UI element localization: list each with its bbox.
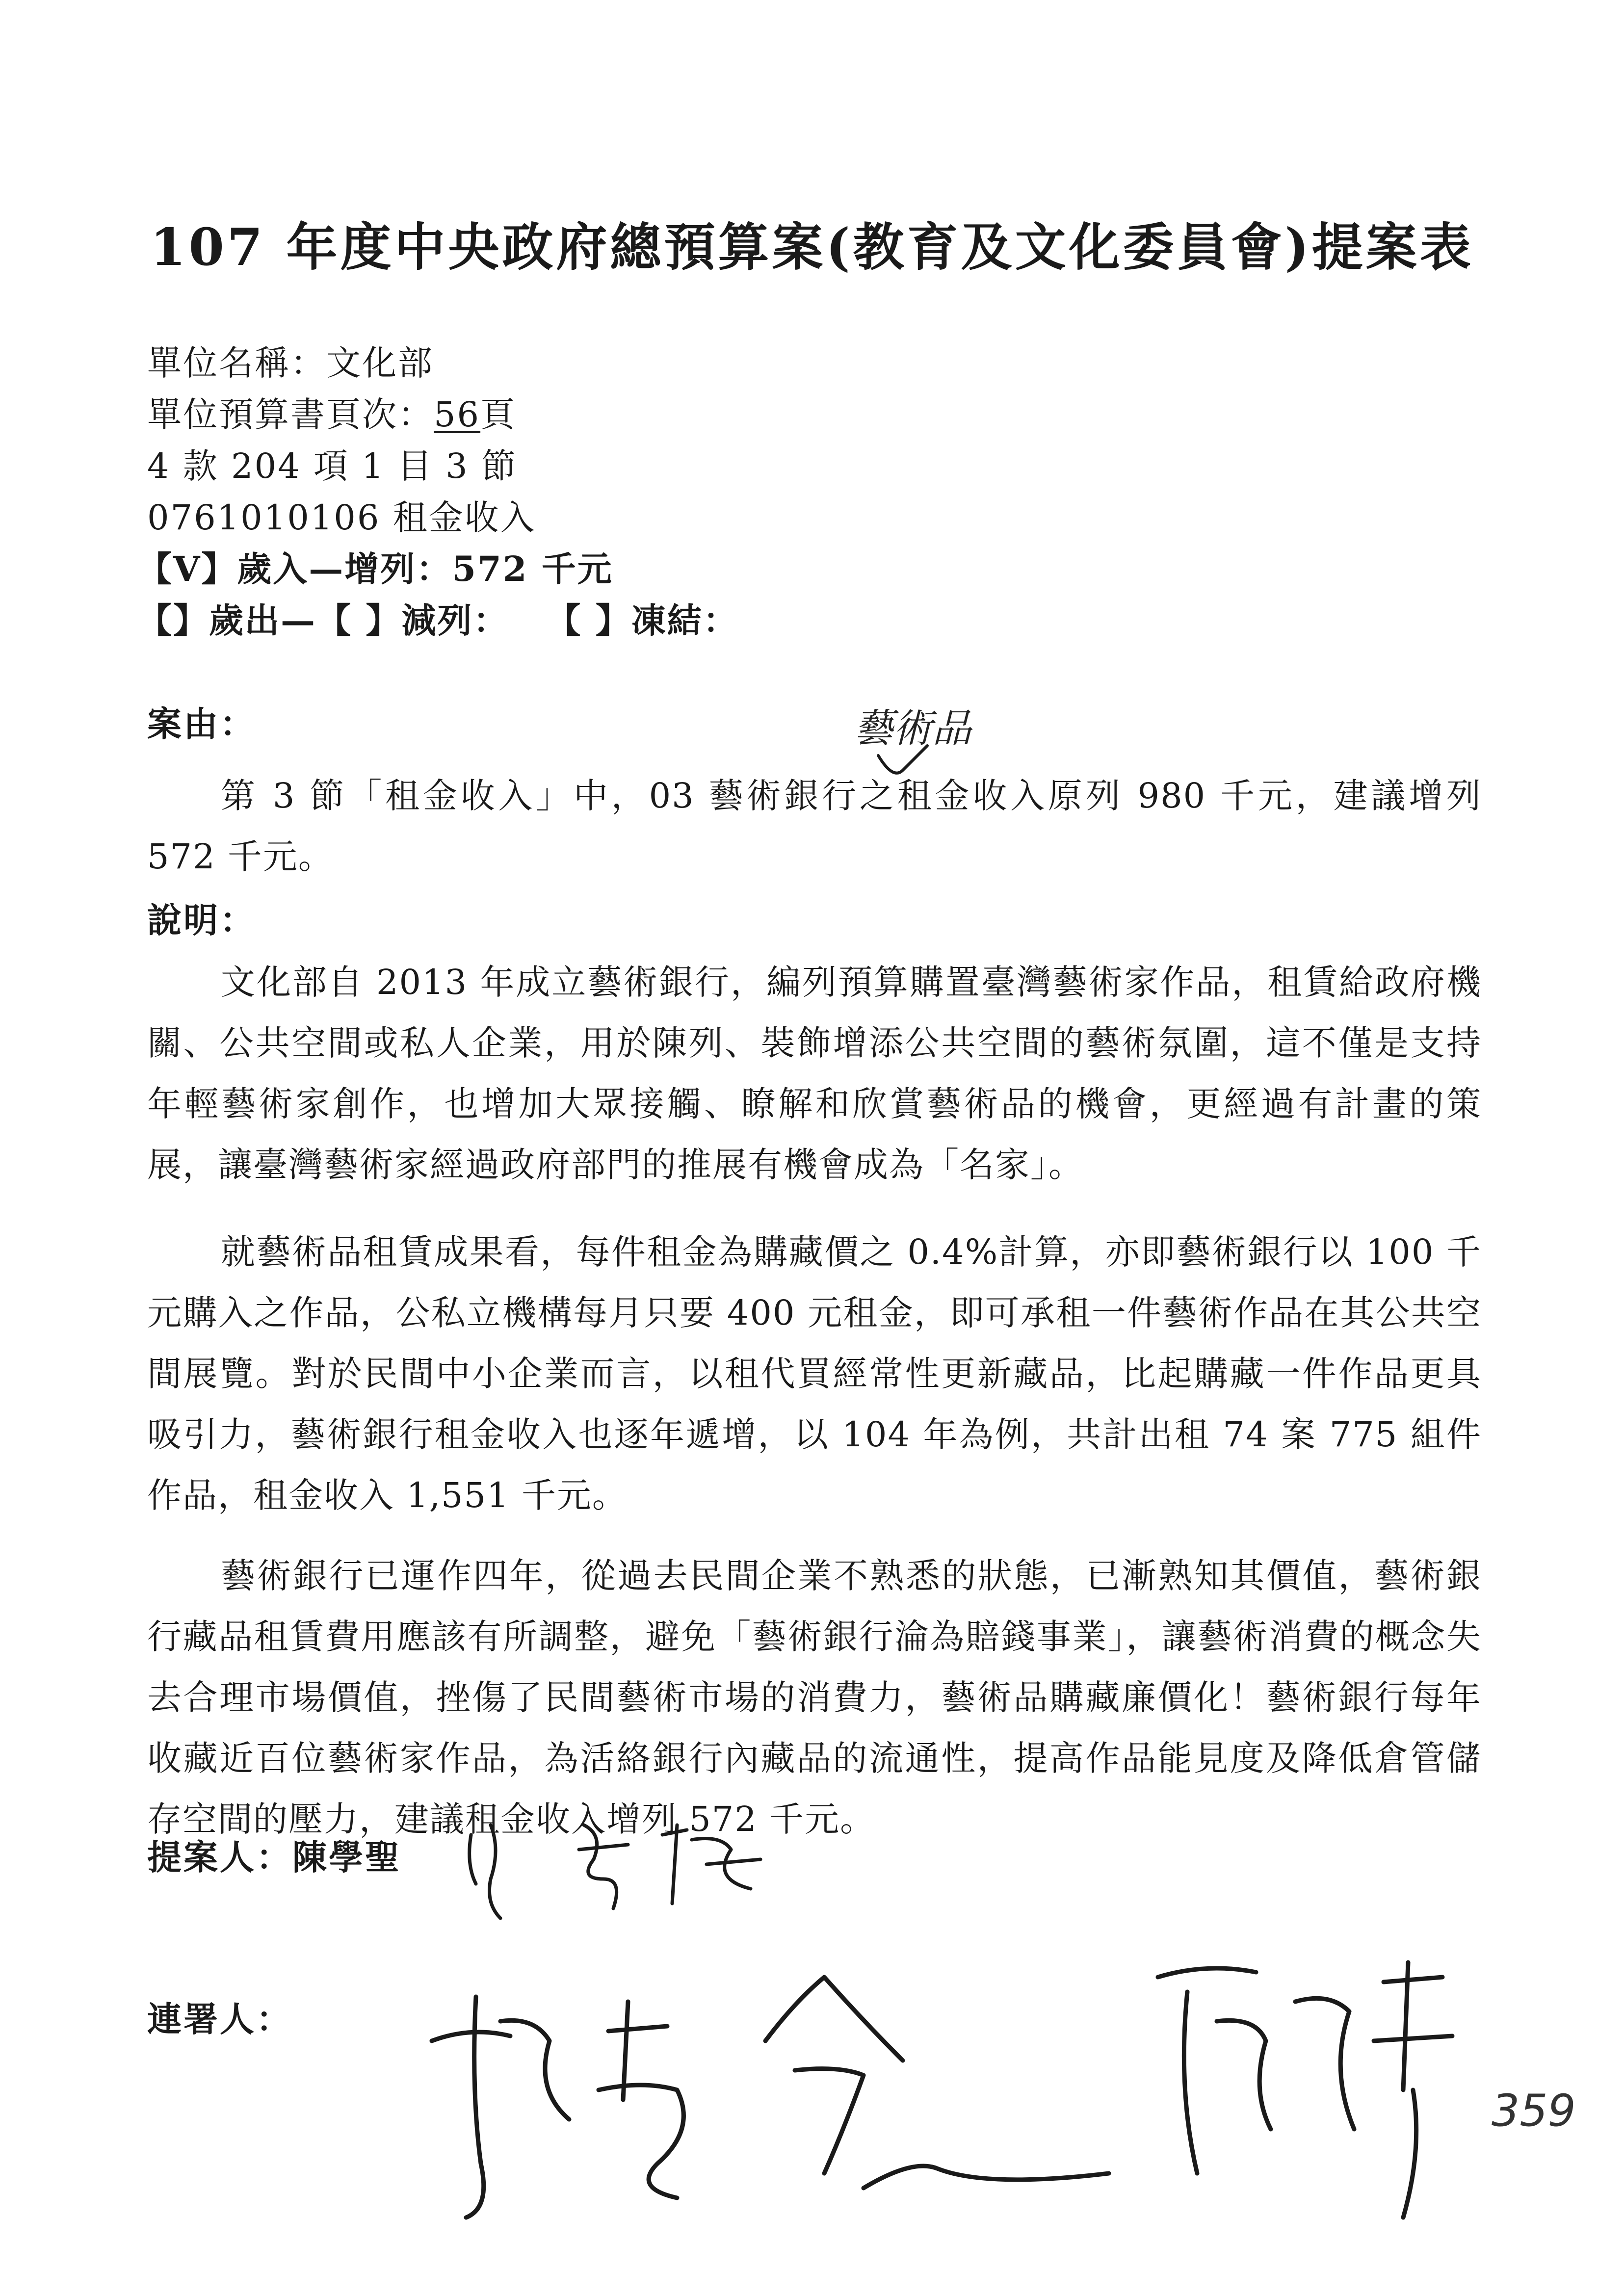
account-line: 0761010106 租金收入 bbox=[147, 497, 536, 538]
proposer-signature bbox=[456, 1805, 800, 1933]
budget-page-number: 56 bbox=[434, 394, 481, 435]
reason-text: 第 3 節「租金收入」中，03 藝術銀行之租金收入原列 980 千元，建議增列 572 千元。 bbox=[147, 776, 1482, 877]
cosigner-signatures bbox=[422, 1943, 1501, 2257]
proposer-label: 提案人：陳學聖 bbox=[147, 1837, 401, 1878]
page-number: 359 bbox=[1492, 2085, 1576, 2137]
budget-page-label: 單位預算書頁次： bbox=[147, 394, 434, 435]
document-title: 107 年度中央政府總預算案(教育及文化委員會)提案表 bbox=[150, 217, 1474, 277]
explanation-paragraph-1: 文化部自 2013 年成立藝術銀行，編列預算購置臺灣藝術家作品，租賃給政府機關、公共空間或私人企業，用於陳列、裝飾增添公共空間的藝術氛圍，這不僅是支持年輕藝術家創作，也增加大眾接觸、瞭解和欣賞藝術品的機會，更經過有計畫的策展，讓臺灣藝術家經過政府部門的推展有機會成為「名家」。 bbox=[147, 962, 1482, 1185]
handwritten-insert: 藝術品 bbox=[854, 705, 971, 751]
unit-name-label: 單位名稱： bbox=[147, 343, 326, 383]
item-code-line: 4 款 204 項 1 目 3 節 bbox=[147, 446, 517, 486]
budget-page-suffix: 頁 bbox=[480, 394, 517, 435]
explanation-paragraph-2: 就藝術品租賃成果看，每件租金為購藏價之 0.4%計算，亦即藝術銀行以 100 千元購入之作品，公私立機構每月只要 400 元租金，即可承租一件藝術作品在其公共空間展覽。對於民間中小企業而言，以租代買經常性更新藏品，比起購藏一件作品更具吸引力，藝術銀行租金收入也逐年遞增，以 104 年為例，共計出租 74 案 775 組件作品，租金收入 1,551 千元。 bbox=[147, 1232, 1482, 1515]
explanation-paragraph-3: 藝術銀行已運作四年，從過去民間企業不熟悉的狀態，已漸熟知其價值，藝術銀行藏品租賃費用應該有所調整，避免「藝術銀行淪為賠錢事業」，讓藝術消費的概念失去合理市場價值，挫傷了民間藝術市場的消費力，藝術品購藏廉價化！藝術銀行每年收藏近百位藝術家作品，為活絡銀行內藏品的流通性，提高作品能見度及降低倉管儲存空間的壓力，建議租金收入增列 572 千元。 bbox=[147, 1556, 1482, 1839]
budget-page-line bbox=[147, 390, 516, 439]
explanation-heading: 說明： bbox=[147, 900, 256, 940]
expense-line: 【】歲出—【 】減列： 【 】凍結： bbox=[137, 600, 739, 641]
unit-name-line bbox=[147, 339, 434, 388]
unit-name-value: 文化部 bbox=[326, 343, 434, 383]
revenue-line: 【V】歲入—增列：572 千元 bbox=[137, 548, 613, 589]
cosigner-label: 連署人： bbox=[147, 1999, 292, 2039]
reason-heading: 案由： bbox=[147, 704, 256, 744]
